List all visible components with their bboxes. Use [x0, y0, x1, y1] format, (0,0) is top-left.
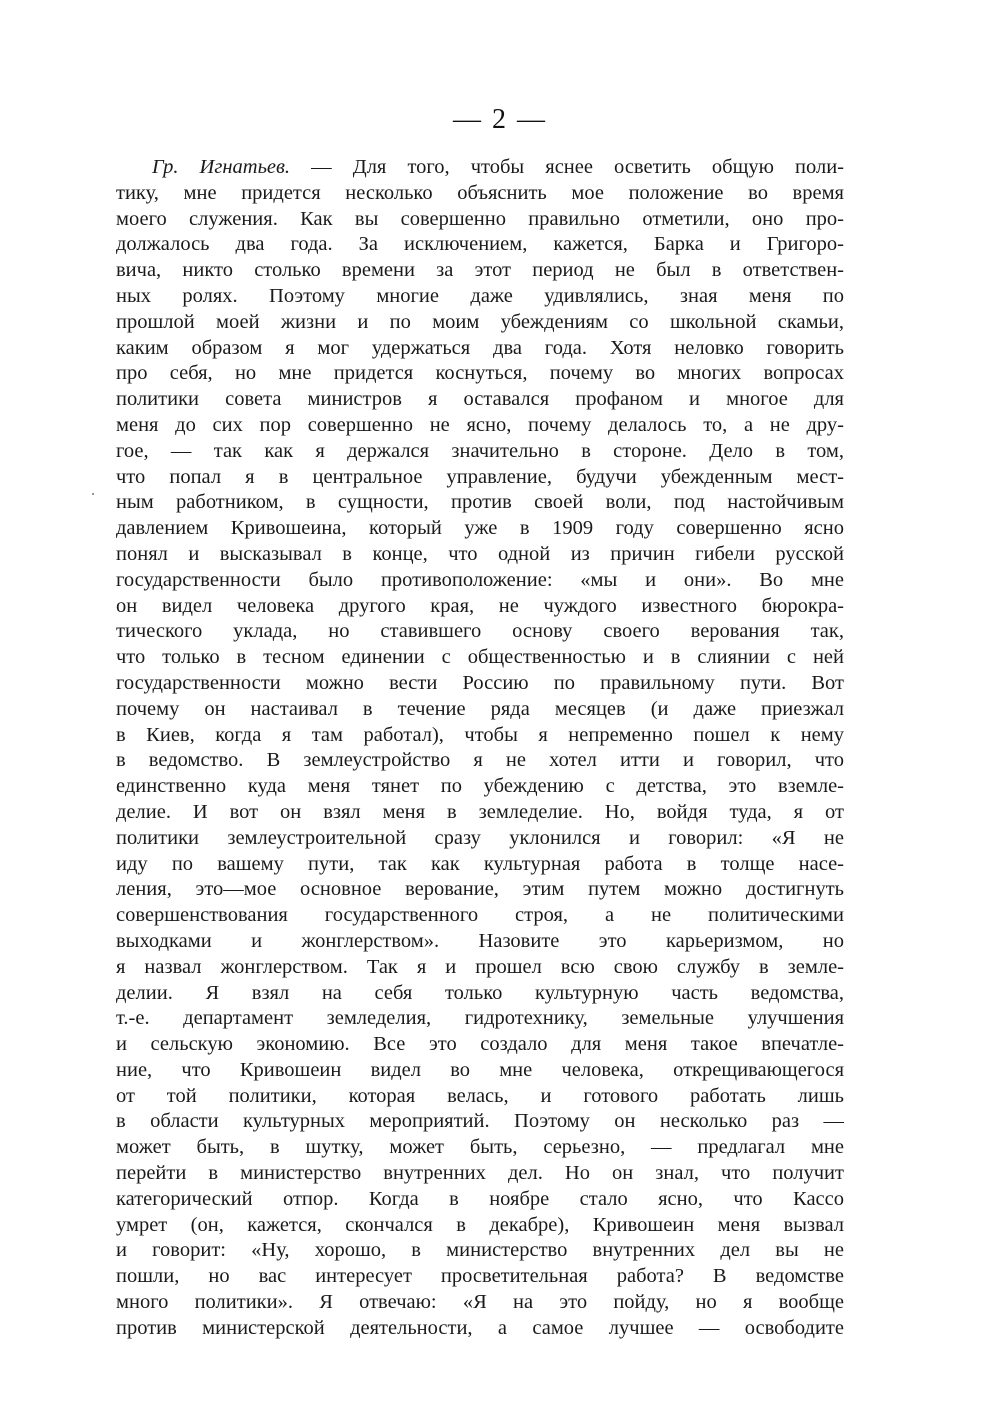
text-line: т.-е. департамент земледелия, гидротехнику, земельные улучшения — [116, 1007, 844, 1030]
text-line: он видел человека другого края, не чуждого известного бюрокра- — [116, 594, 844, 617]
text-line: ления, это—мое основное верование, этим путем можно достигнуть — [116, 878, 844, 901]
text-line: тику, мне придется несколько объяснить мое положение во время — [116, 181, 844, 204]
text-line: и говорит: «Ну, хорошо, в министерство внутренних дел вы не — [116, 1239, 844, 1262]
text-line: делие. И вот он взял меня в земледелие. Но, войдя туда, я от — [116, 800, 844, 823]
text-line: от той политики, которая велась, и готового работать лишь — [116, 1084, 844, 1107]
text-line: почему он настаивал в течение ряда месяцев (и даже приезжал — [116, 697, 844, 720]
text-line: вича, никто столько времени за этот период не был в ответствен- — [116, 259, 844, 282]
text-line: против министерской деятельности, а самое лучшее — освободите — [116, 1316, 844, 1339]
text-line: выходками и жонглерством». Назовите это карьеризмом, но — [116, 929, 844, 952]
text-line: совершенствования государственного строя, а не политическими — [116, 904, 844, 927]
text-line: тического уклада, но ставившего основу своего верования так, — [116, 620, 844, 643]
text-line: что только в тесном единении с общественностью и в слиянии с ней — [116, 646, 844, 669]
text-line: про себя, но мне придется коснуться, почему во многих вопросах — [116, 362, 844, 385]
text-line: ных ролях. Поэтому многие даже удивлялись, зная меня по — [116, 284, 844, 307]
text-line: прошлой моей жизни и по моим убеждениям со школьной скамьи, — [116, 310, 844, 333]
text-line: политики землеустроительной сразу уклонился и говорил: «Я не — [116, 826, 844, 849]
text-line: категорический отпор. Когда в ноябре стало ясно, что Кассо — [116, 1187, 844, 1210]
text-line: иду по вашему пути, так как культурная работа в толще насе- — [116, 852, 844, 875]
text-line: меня до сих пор совершенно не ясно, почему делалось то, а не дру- — [116, 413, 844, 436]
text-line: много политики». Я отвечаю: «Я на это пойду, но я вообще — [116, 1291, 844, 1314]
text-line: может быть, в шутку, может быть, серьезно, — предлагал мне — [116, 1136, 844, 1159]
text-line: государственности можно вести Россию по правильному пути. Вот — [116, 671, 844, 694]
text-line: государственности было противоположение: «мы и они». Во мне — [116, 568, 844, 591]
text-line: моего служения. Как вы совершенно правильно отметили, оно про- — [116, 207, 844, 230]
text-line: Гр. Игнатьев. — Для того, чтобы яснее осветить общую поли- — [152, 156, 844, 178]
text-line: пошли, но вас интересует просветительная работа? В ведомстве — [116, 1265, 844, 1288]
text-line: я назвал жонглерством. Так я и прошел всю свою службу в земле- — [116, 955, 844, 978]
scan-speck — [92, 493, 94, 495]
text-line: перейти в министерство внутренних дел. Но он знал, что получит — [116, 1162, 844, 1185]
text-line: каким образом я мог удержаться два года. Хотя неловко говорить — [116, 336, 844, 359]
text-line: умрет (он, кажется, скончался в декабре), Кривошеин меня вызвал — [116, 1213, 844, 1236]
text-line: понял и высказывал в конце, что одной из причин гибели русской — [116, 542, 844, 565]
text-line: давлением Кривошеина, который уже в 1909 году совершенно ясно — [116, 517, 844, 540]
speaker-name: Гр. Игнатьев. — [152, 156, 291, 178]
body-text — [116, 155, 844, 1342]
text-line: политики совета министров я оставался профаном и многое для — [116, 388, 844, 411]
text-line: гое, — так как я держался значительно в стороне. Дело в том, — [116, 439, 844, 462]
text-line: делии. Я взял на себя только культурную часть ведомства, — [116, 981, 844, 1004]
text-line: ние, что Кривошеин видел во мне человека, открещивающегося — [116, 1058, 844, 1081]
text-line: в ведомство. В землеустройство я не хотел итти и говорил, что — [116, 749, 844, 772]
text-line: в Киев, когда я там работал), чтобы я непременно пошел к нему — [116, 723, 844, 746]
text-line: и сельскую экономию. Все это создало для меня такое впечатле- — [116, 1033, 844, 1056]
text-line: в области культурных мероприятий. Поэтому он несколько раз — — [116, 1110, 844, 1133]
text-line: единственно куда меня тянет по убеждению с детства, это вземле- — [116, 775, 844, 798]
text-line: ным работником, в сущности, против своей воли, под настойчивым — [116, 491, 844, 514]
page-number: — 2 — — [453, 104, 547, 135]
text-line: должалось два года. За исключением, кажется, Барка и Григоро- — [116, 233, 844, 256]
text-line: что попал я в центральное управление, будучи убежденным мест- — [116, 465, 844, 488]
